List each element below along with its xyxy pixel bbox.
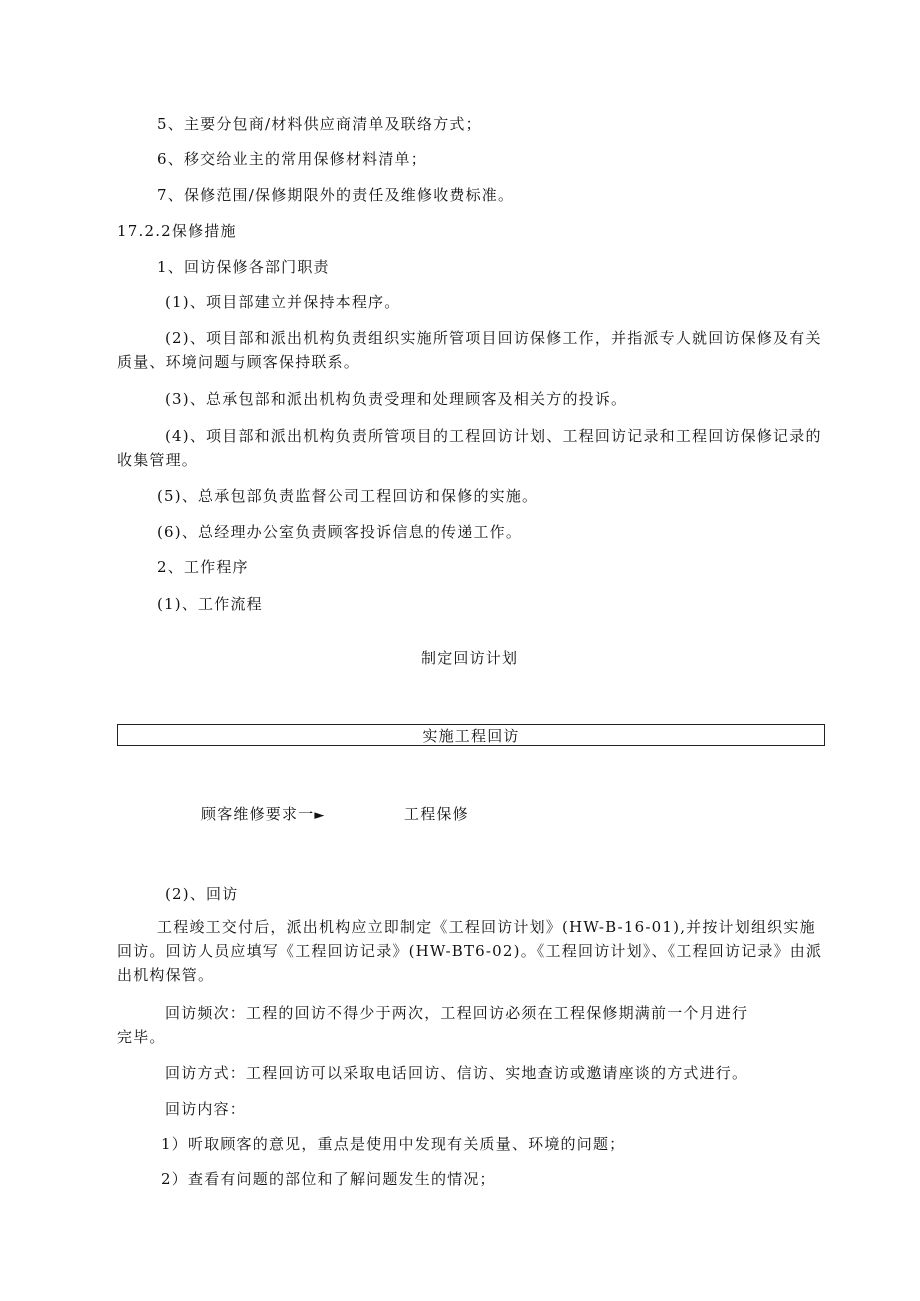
section-heading: 17.2.2保修措施	[117, 222, 237, 240]
flow-repair: 工程保修	[404, 805, 469, 823]
list-item: 5、主要分包商/材料供应商清单及联络方式；	[157, 115, 482, 133]
list-item: 6、移交给业主的常用保修材料清单；	[157, 150, 427, 168]
flow-heading: (1)、工作流程	[157, 595, 263, 613]
subsection-heading: 1、回访保修各部门职责	[157, 258, 330, 276]
paragraph-visit-method: 回访方式：工程回访可以采取电话回访、信访、实地查访或邀请座谈的方式进行。	[165, 1064, 749, 1082]
flow-step-plan: 制定回访计划	[421, 649, 519, 667]
duty-item: (1)、项目部建立并保持本程序。	[165, 293, 401, 311]
duty-item: (4)、项目部和派出机构负责所管项目的工程回访计划、工程回访记录和工程回访保修记录的收集管理。	[117, 427, 822, 469]
paragraph-visit-procedure: 工程竣工交付后，派出机构应立即制定《工程回访计划》(HW-B-16-01),并按计划组织实施回访。回访人员应填写《工程回访记录》(HW-BT6-02)。《工程回访计划》、《工程回访记录》由派出机构保管。	[117, 918, 823, 984]
flow-step-visit: 实施工程回访	[422, 726, 520, 745]
content-item: 2）查看有问题的部位和了解问题发生的情况；	[161, 1170, 496, 1188]
flow-step-box	[117, 724, 825, 746]
visit-heading: (2)、回访	[165, 885, 239, 903]
duty-item: (5)、总承包部负责监督公司工程回访和保修的实施。	[157, 487, 539, 505]
duty-item: (3)、总承包部和派出机构负责受理和处理顾客及相关方的投诉。	[165, 390, 628, 408]
content-item: 1）听取顾客的意见，重点是使用中发现有关质量、环境的问题；	[161, 1135, 626, 1153]
list-item: 7、保修范围/保修期限外的责任及维修收费标准。	[157, 186, 515, 204]
paragraph-visit-content: 回访内容：	[165, 1100, 247, 1118]
duty-item: (2)、项目部和派出机构负责组织实施所管项目回访保修工作，并指派专人就回访保修及有关质量、环境问题与顾客保持联系。	[117, 329, 822, 371]
subsection-heading: 2、工作程序	[157, 558, 249, 576]
flow-left-label: 顾客维修要求一	[201, 805, 315, 823]
paragraph-visit-frequency: 回访频次：工程的回访不得少于两次，工程回访必须在工程保修期满前一个月进行完毕。	[117, 1004, 749, 1046]
arrow-right-icon: ►	[314, 808, 326, 823]
flow-customer-request	[201, 804, 326, 826]
duty-item: (6)、总经理办公室负责顾客投诉信息的传递工作。	[157, 523, 523, 541]
